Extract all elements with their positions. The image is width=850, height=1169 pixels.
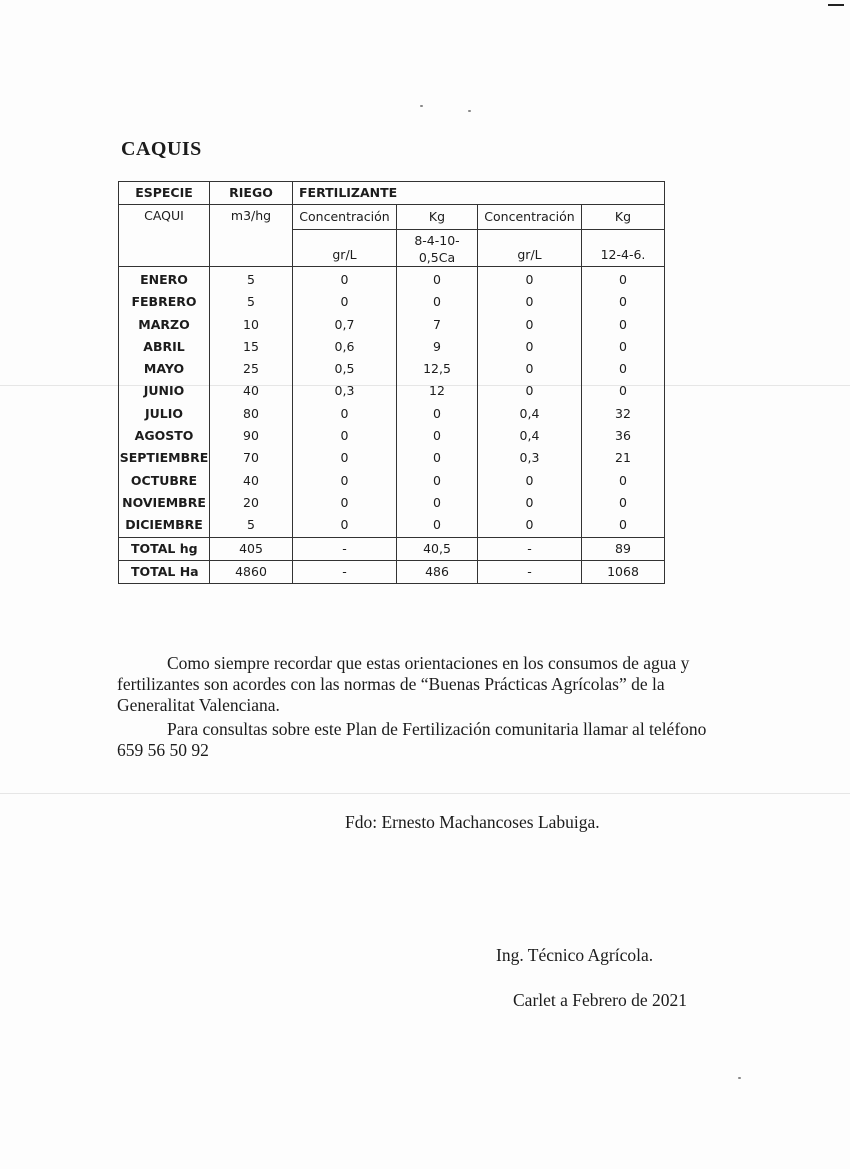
riego-value: 5 bbox=[247, 272, 255, 287]
month-label: OCTUBRE bbox=[130, 472, 198, 488]
month-label: MARZO bbox=[138, 316, 190, 332]
page-corner-mark bbox=[828, 4, 844, 6]
kg2-value: 0 bbox=[619, 316, 627, 332]
position-title: Ing. Técnico Agrícola. bbox=[496, 945, 654, 965]
kg1-value: 9 bbox=[433, 338, 441, 354]
scan-speck bbox=[420, 105, 423, 107]
kg1-value: 0 bbox=[433, 405, 441, 421]
kg2-value: 36 bbox=[615, 428, 631, 444]
kg1-value: 0 bbox=[433, 517, 441, 533]
riego-value: 70 bbox=[243, 450, 259, 466]
conc2-value: 0 bbox=[525, 294, 534, 310]
scan-speck bbox=[468, 110, 471, 112]
kg2-value: 21 bbox=[615, 450, 631, 466]
conc1-value: 0 bbox=[340, 472, 349, 488]
conc1-value: 0 bbox=[340, 272, 349, 287]
fertilization-table bbox=[118, 181, 665, 584]
document-title: CAQUIS bbox=[121, 138, 202, 160]
conc1-value: 0 bbox=[340, 428, 349, 444]
kg1-value: 0 bbox=[433, 272, 441, 287]
month-label: FEBRERO bbox=[131, 294, 197, 310]
paragraph-recommendation: Como siempre recordar que estas orientaciones en los consumos de agua y fertilizantes son acordes con las normas de “Buenas Prácticas Agrícolas” de la Generalitat Valenciana. bbox=[117, 653, 690, 715]
kg1-value: 0 bbox=[433, 294, 441, 310]
kg2-value: 0 bbox=[619, 338, 627, 354]
column-conc1 bbox=[293, 267, 397, 538]
kg2-value: 0 bbox=[619, 361, 627, 377]
conc2-value: 0 bbox=[525, 272, 534, 287]
header-kg-1: Kg bbox=[397, 205, 477, 230]
total-ha-kg2: 1068 bbox=[582, 560, 665, 583]
table-header-row bbox=[119, 182, 665, 205]
kg1-value: 0 bbox=[433, 450, 441, 466]
column-riego bbox=[210, 267, 293, 538]
riego-value: 80 bbox=[243, 405, 259, 421]
riego-value: 25 bbox=[243, 361, 259, 377]
header-especie: ESPECIE bbox=[119, 182, 210, 205]
conc2-value: 0 bbox=[525, 361, 534, 377]
paragraph-contact: Para consultas sobre este Plan de Fertilización comunitaria llamar al teléfono 659 56 50 92 bbox=[117, 719, 707, 760]
month-label: JUNIO bbox=[143, 383, 185, 399]
conc2-value: 0 bbox=[525, 383, 534, 399]
monthly-data-block bbox=[119, 267, 665, 538]
kg1-value: 12,5 bbox=[423, 361, 451, 377]
conc1-value: 0,7 bbox=[334, 316, 355, 332]
conc2-value: 0 bbox=[525, 338, 534, 354]
header-kg1-formula-b: 0,5Ca bbox=[418, 250, 456, 265]
riego-value: 40 bbox=[243, 472, 259, 488]
total-ha-conc2: - bbox=[478, 560, 582, 583]
conc1-value: 0 bbox=[340, 405, 349, 421]
total-hg-conc1: - bbox=[293, 537, 397, 560]
conc1-value: 0 bbox=[340, 517, 349, 533]
month-label: ENERO bbox=[140, 272, 188, 287]
month-label: JULIO bbox=[144, 405, 184, 421]
conc2-value: 0 bbox=[525, 517, 534, 533]
month-label: DICIEMBRE bbox=[125, 517, 203, 533]
column-kg2 bbox=[582, 267, 665, 538]
conc2-value: 0 bbox=[525, 494, 534, 510]
header-kg1-formula-a: 8-4-10- bbox=[414, 233, 460, 248]
column-conc2 bbox=[478, 267, 582, 538]
kg2-value: 0 bbox=[619, 294, 627, 310]
kg2-value: 0 bbox=[619, 272, 627, 287]
header-conc1-unit: gr/L bbox=[332, 247, 357, 262]
month-label: NOVIEMBRE bbox=[122, 494, 206, 510]
riego-value: 5 bbox=[247, 294, 255, 310]
total-ha-label: TOTAL Ha bbox=[119, 560, 210, 583]
table-subheader-row bbox=[119, 205, 665, 267]
kg1-value: 0 bbox=[433, 494, 441, 510]
kg2-value: 32 bbox=[615, 405, 631, 421]
total-ha-kg1: 486 bbox=[397, 560, 478, 583]
column-kg1 bbox=[397, 267, 478, 538]
kg2-value: 0 bbox=[619, 494, 627, 510]
total-hg-row bbox=[119, 537, 665, 560]
kg1-value: 12 bbox=[429, 383, 445, 399]
total-hg-riego: 405 bbox=[210, 537, 293, 560]
month-label: MAYO bbox=[143, 361, 185, 377]
conc2-value: 0 bbox=[525, 316, 534, 332]
month-label: SEPTIEMBRE bbox=[119, 450, 209, 466]
header-riego-unit: m3/hg bbox=[210, 205, 293, 267]
kg1-value: 7 bbox=[433, 316, 441, 332]
month-label: AGOSTO bbox=[134, 428, 194, 444]
header-conc2-unit: gr/L bbox=[517, 247, 542, 262]
fold-line bbox=[0, 793, 850, 794]
conc1-value: 0 bbox=[340, 450, 349, 466]
conc1-value: 0 bbox=[340, 494, 349, 510]
riego-value: 20 bbox=[243, 494, 259, 510]
riego-value: 90 bbox=[243, 428, 259, 444]
conc1-value: 0 bbox=[340, 294, 349, 310]
conc2-value: 0,3 bbox=[519, 450, 540, 466]
total-hg-label: TOTAL hg bbox=[119, 537, 210, 560]
conc2-value: 0,4 bbox=[519, 405, 540, 421]
riego-value: 10 bbox=[243, 316, 259, 332]
header-concentracion-2: Concentración bbox=[478, 205, 581, 230]
place-date: Carlet a Febrero de 2021 bbox=[513, 990, 687, 1010]
conc2-value: 0,4 bbox=[519, 428, 540, 444]
signature-line: Fdo: Ernesto Machancoses Labuiga. bbox=[345, 812, 600, 832]
kg1-value: 0 bbox=[433, 472, 441, 488]
header-fertilizante: FERTILIZANTE bbox=[293, 182, 665, 205]
kg2-value: 0 bbox=[619, 517, 627, 533]
scan-speck bbox=[738, 1077, 741, 1079]
total-hg-kg1: 40,5 bbox=[397, 537, 478, 560]
conc2-value: 0 bbox=[525, 472, 534, 488]
kg2-value: 0 bbox=[619, 472, 627, 488]
conc1-value: 0,6 bbox=[334, 338, 355, 354]
total-ha-conc1: - bbox=[293, 560, 397, 583]
month-label: ABRIL bbox=[143, 338, 185, 354]
header-kg2-formula: 12-4-6. bbox=[600, 247, 646, 262]
total-hg-conc2: - bbox=[478, 537, 582, 560]
column-mes bbox=[119, 267, 210, 538]
conc1-value: 0,5 bbox=[334, 361, 355, 377]
total-hg-kg2: 89 bbox=[582, 537, 665, 560]
riego-value: 40 bbox=[243, 383, 259, 399]
header-riego: RIEGO bbox=[210, 182, 293, 205]
kg1-value: 0 bbox=[433, 428, 441, 444]
riego-value: 15 bbox=[243, 338, 259, 354]
riego-value: 5 bbox=[247, 517, 255, 533]
header-caqui: CAQUI bbox=[119, 205, 210, 267]
header-concentracion-1: Concentración bbox=[293, 205, 396, 230]
header-kg-2: Kg bbox=[582, 205, 664, 230]
total-ha-row bbox=[119, 560, 665, 583]
kg2-value: 0 bbox=[619, 383, 627, 399]
total-ha-riego: 4860 bbox=[210, 560, 293, 583]
conc1-value: 0,3 bbox=[334, 383, 355, 399]
